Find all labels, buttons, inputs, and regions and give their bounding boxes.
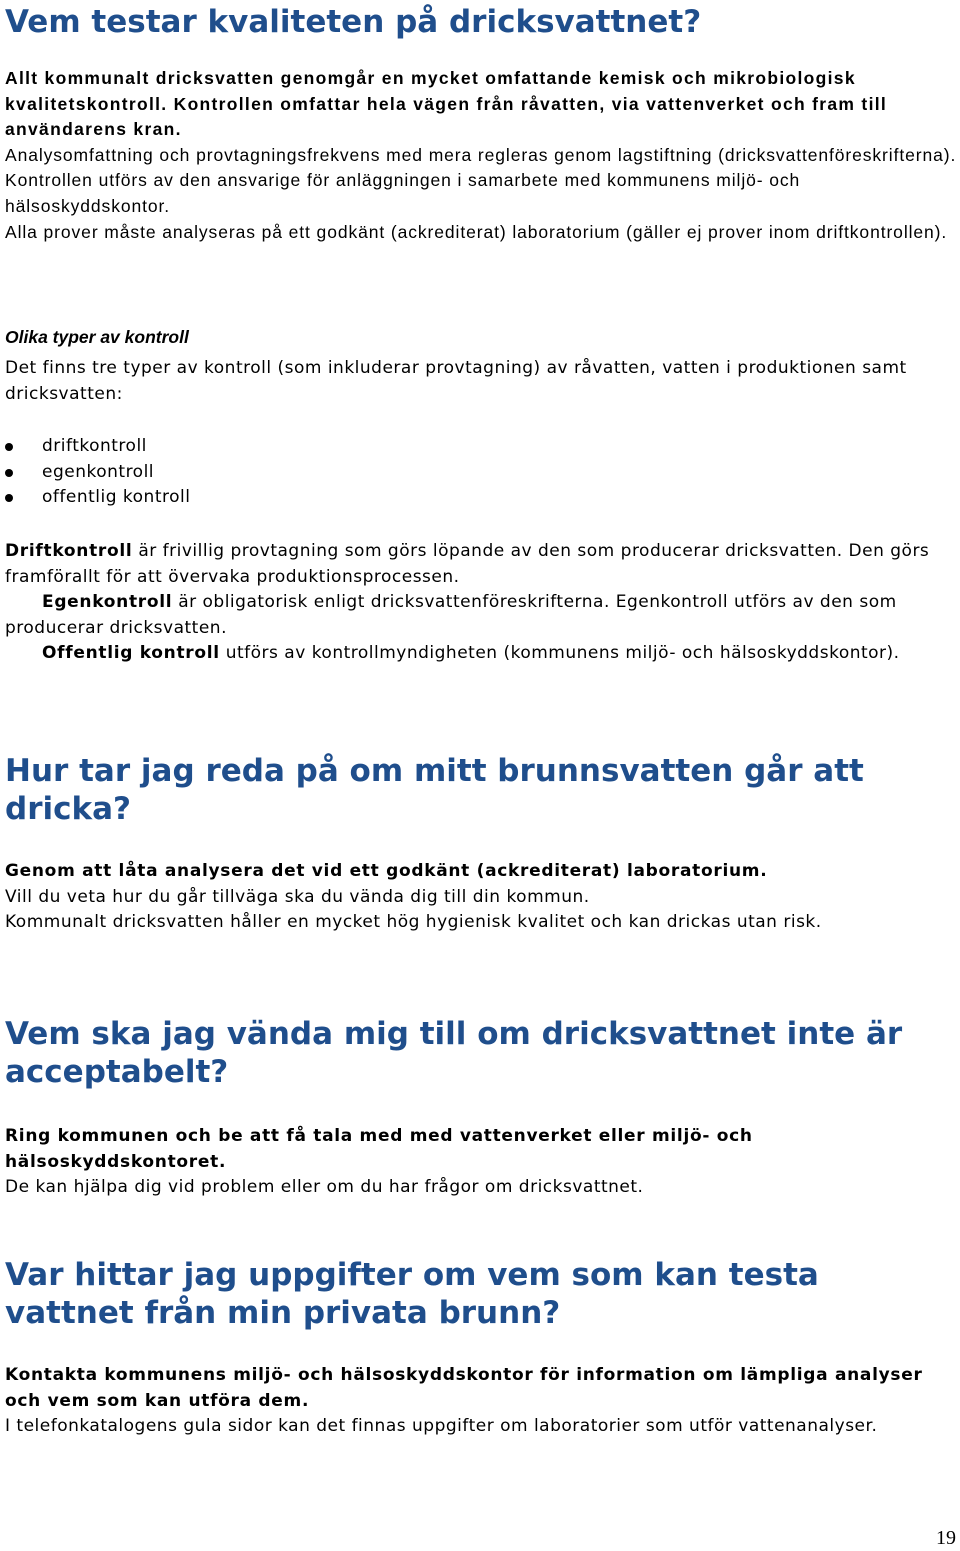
- intro-paragraph-2: Analysomfattning och provtagningsfrekvens med mera regleras genom lagstiftning (dricksvattenföreskrifterna).: [5, 144, 957, 165]
- question-2-paragraph-1: De kan hjälpa dig vid problem eller om du har frågor om dricksvattnet.: [5, 1177, 644, 1198]
- section-subheading: Olika typer av kontroll: [5, 327, 189, 347]
- intro-paragraph-4: Alla prover måste analyseras på ett godkänt (ackrediterat) laboratorium (gäller ej prover inom driftkontrollen).: [5, 221, 948, 242]
- egenkontroll-paragraph: [5, 590, 957, 641]
- list-item: [5, 434, 957, 460]
- list-item-label: driftkontroll: [42, 436, 147, 457]
- egenkontroll-text: är obligatorisk enligt dricksvattenföreskrifterna. Egenkontroll utförs av den som producerar dricksvatten.: [5, 592, 897, 638]
- question-3-answer: [5, 1363, 957, 1440]
- list-item-label: egenkontroll: [42, 461, 155, 482]
- question-2-answer: [5, 1124, 957, 1201]
- page-title: Vem testar kvaliteten på dricksvattnet?: [5, 4, 702, 40]
- question-3-bold-answer: Kontakta kommunens miljö- och hälsoskyddskontor för information om lämpliga analyser och vem som kan utföra dem.: [5, 1365, 923, 1411]
- offentlig-kontroll-paragraph: [5, 641, 957, 667]
- driftkontroll-term: Driftkontroll: [5, 540, 133, 561]
- question-1-bold-answer: Genom att låta analysera det vid ett godkänt (ackrediterat) laboratorium.: [5, 861, 768, 881]
- question-1-paragraph-1: Vill du veta hur du går tillväga ska du vända dig till din kommun.: [5, 886, 590, 907]
- bullet-icon: [5, 443, 13, 451]
- types-intro-paragraph: Det finns tre typer av kontroll (som inkluderar provtagning) av råvatten, vatten i produktionen samt dricksvatten:: [5, 358, 907, 404]
- list-item: [5, 485, 957, 511]
- offentlig-kontroll-text: utförs av kontrollmyndigheten (kommunens miljö- och hälsoskyddskontor).: [219, 643, 900, 664]
- question-2-bold-answer: Ring kommunen och be att få tala med med vattenverket eller miljö- och hälsoskyddskontoret.: [5, 1126, 753, 1172]
- control-type-list: [5, 434, 957, 511]
- intro-bold-paragraph: Allt kommunalt dricksvatten genomgår en mycket omfattande kemisk och mikrobiologisk kvalitetskontroll. Kontrollen omfattar hela vägen från råvatten, via vattenverket och fram till användarens kran.: [5, 68, 888, 140]
- list-item: [5, 460, 957, 486]
- driftkontroll-paragraph: [5, 539, 957, 590]
- bullet-icon: [5, 494, 13, 502]
- page-number: 19: [936, 1527, 956, 1549]
- offentlig-kontroll-term: Offentlig kontroll: [42, 643, 220, 664]
- question-1-heading: Hur tar jag reda på om mitt brunnsvatten går att dricka?: [5, 753, 864, 827]
- question-3-paragraph-1: I telefonkatalogens gula sidor kan det finnas uppgifter om laboratorier som utför vattenanalyser.: [5, 1416, 878, 1437]
- driftkontroll-text: är frivillig provtagning som görs löpande av den som producerar dricksvatten. Den görs framförallt för att övervaka produktionsprocessen.: [5, 540, 930, 587]
- list-item-label: offentlig kontroll: [42, 487, 191, 508]
- question-1-answer: [5, 859, 957, 936]
- egenkontroll-term: Egenkontroll: [42, 592, 173, 613]
- bullet-icon: [5, 469, 13, 477]
- question-2-heading: Vem ska jag vända mig till om dricksvattnet inte är acceptabelt?: [5, 1016, 903, 1090]
- question-1-paragraph-2: Kommunalt dricksvatten håller en mycket hög hygienisk kvalitet och kan drickas utan risk.: [5, 912, 822, 933]
- control-types-section: [5, 325, 957, 667]
- intro-paragraph-3: Kontrollen utförs av den ansvarige för anläggningen i samarbete med kommunens miljö- och hälsoskyddskontor.: [5, 170, 801, 216]
- question-3-heading: Var hittar jag uppgifter om vem som kan testa vattnet från min privata brunn?: [5, 1257, 819, 1331]
- intro-section: [5, 66, 957, 245]
